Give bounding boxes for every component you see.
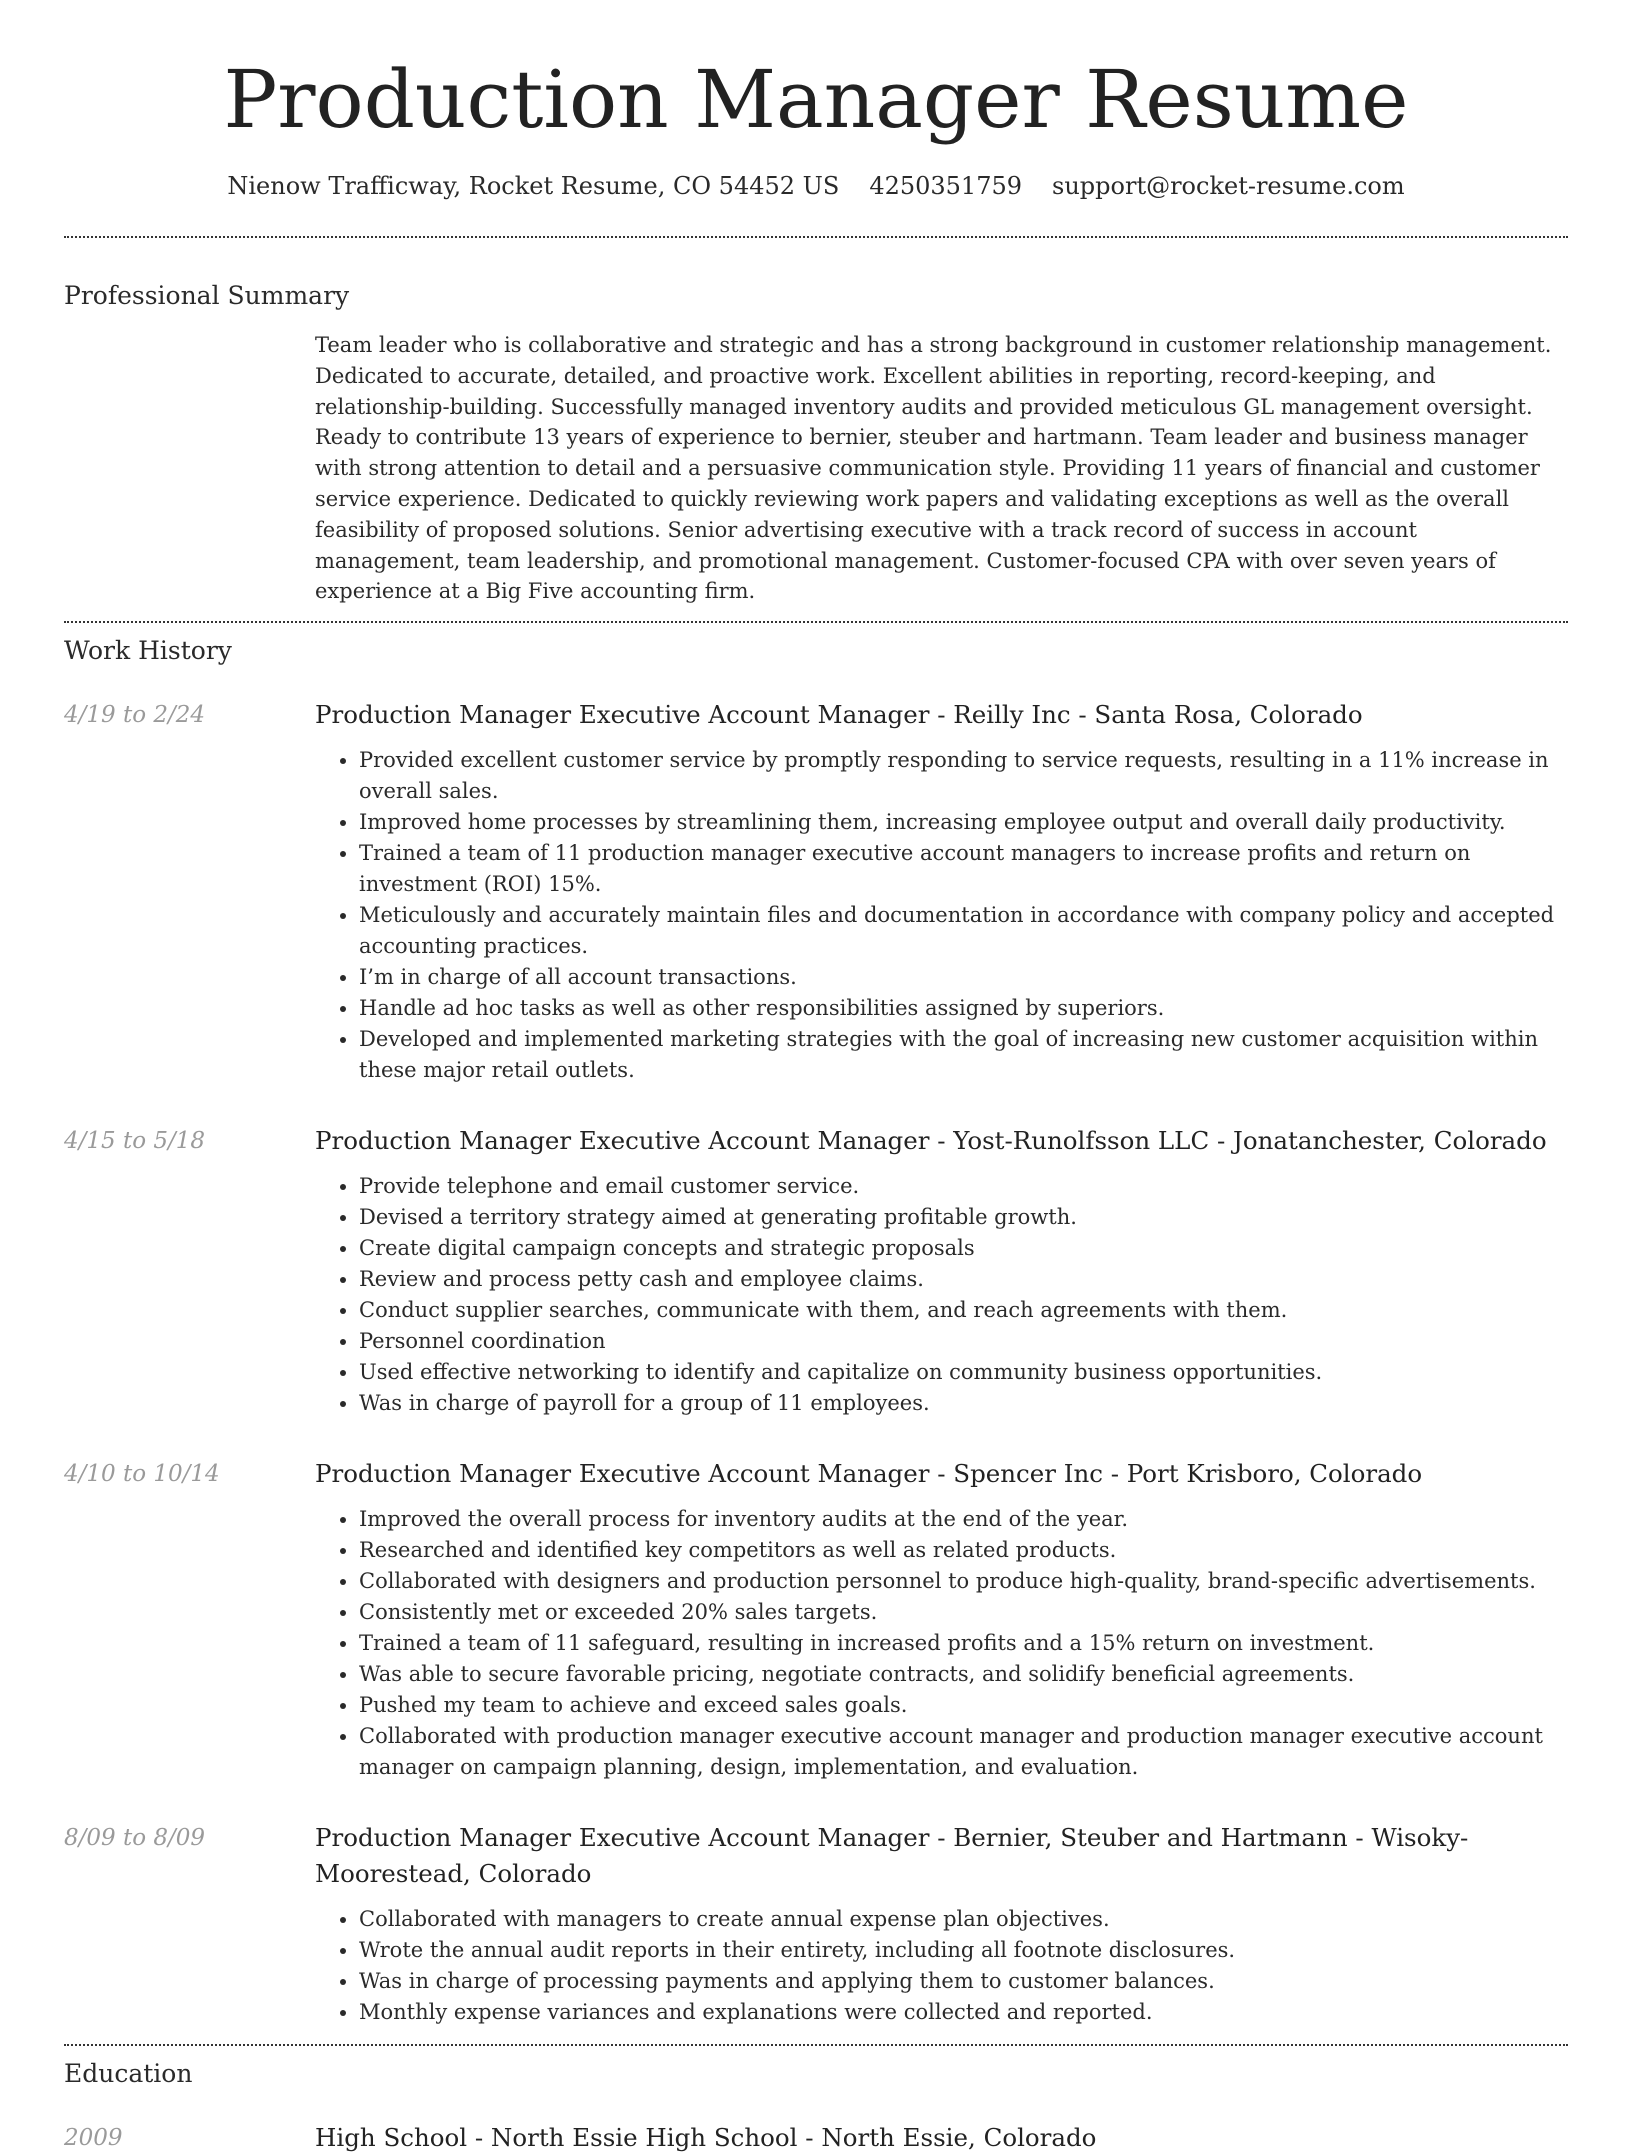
contact-info (64, 170, 1568, 202)
job-bullets (315, 745, 1568, 1086)
job-date: 4/10 to 10/14 (64, 1461, 220, 1488)
education-entry (64, 2120, 1568, 2156)
summary-text: Team leader who is collaborative and strategic and has a strong background in customer relationship management. Dedicated to accurate, detailed, and proactive work. Excellent abilities in reporting, record-keeping, and relationship-building. Successfully managed inventory audits and provided meticulous GL management oversight. Ready to contribute 13 years of experience to bernier, steuber and hartmann. Team leader and business manager with strong attention to detail and a persuasive communication style. Providing 11 years of financial and customer service experience. Dedicated to quickly reviewing work papers and validating exceptions as well as the overall feasibility of proposed solutions. Senior advertising executive with a track record of success in account management, team leadership, and promotional management. Customer-focused CPA with over seven years of experience at a Big Five accounting firm. (315, 333, 1552, 604)
job-bullets (315, 1504, 1568, 1783)
list-item: • Devised a territory strategy aimed at generating profitable growth. (359, 1202, 1568, 1233)
list-item: • I’m in charge of all account transactions. (359, 962, 1568, 993)
contact-address: Nienow Trafficway, Rocket Resume, CO 54452 US (227, 172, 840, 200)
list-item: • Consistently met or exceeded 20% sales targets. (359, 1597, 1568, 1628)
page-title: Production Manager Resume (223, 53, 1409, 146)
list-item: • Was able to secure favorable pricing, negotiate contracts, and solidify beneficial agreements. (359, 1659, 1568, 1690)
list-item: • Was in charge of processing payments and applying them to customer balances. (359, 1966, 1568, 1997)
job-date: 4/19 to 2/24 (64, 702, 206, 729)
list-item: • Review and process petty cash and employee claims. (359, 1264, 1568, 1295)
list-item: • Handle ad hoc tasks as well as other responsibilities assigned by superiors. (359, 993, 1568, 1024)
job-heading: Production Manager Executive Account Manager - Spencer Inc - Port Krisboro, Colorado (315, 1459, 1423, 1489)
list-item: • Meticulously and accurately maintain files and documentation in accordance with company policy and accepted accounting practices. (359, 900, 1568, 962)
job-date: 4/15 to 5/18 (64, 1128, 206, 1155)
job-entry (64, 1820, 1568, 2028)
list-item: • Trained a team of 11 production manager executive account managers to increase profits and return on investment (ROI) 15%. (359, 838, 1568, 900)
job-bullets (315, 1904, 1568, 2028)
divider (64, 2044, 1568, 2046)
contact-phone: 4250351759 (869, 172, 1023, 200)
job-date: 8/09 to 8/09 (64, 1825, 206, 1852)
list-item: • Wrote the annual audit reports in their entirety, including all footnote disclosures. (359, 1935, 1568, 1966)
list-item: • Create digital campaign concepts and strategic proposals (359, 1233, 1568, 1264)
list-item: • Was in charge of payroll for a group of 11 employees. (359, 1388, 1568, 1419)
divider (64, 621, 1568, 623)
list-item: • Improved home processes by streamlining them, increasing employee output and overall daily productivity. (359, 807, 1568, 838)
job-heading: Production Manager Executive Account Manager - Bernier, Steuber and Hartmann - Wisoky-Moorestead, Colorado (315, 1823, 1469, 1889)
list-item: • Provided excellent customer service by promptly responding to service requests, resulting in a 11% increase in overall sales. (359, 745, 1568, 807)
list-item: • Used effective networking to identify and capitalize on community business opportunities. (359, 1357, 1568, 1388)
list-item: • Developed and implemented marketing strategies with the goal of increasing new customer acquisition within these major retail outlets. (359, 1024, 1568, 1086)
list-item: • Collaborated with designers and production personnel to produce high-quality, brand-specific advertisements. (359, 1566, 1568, 1597)
list-item: • Monthly expense variances and explanations were collected and reported. (359, 1997, 1568, 2028)
job-entry (64, 1123, 1568, 1419)
list-item: • Improved the overall process for inventory audits at the end of the year. (359, 1504, 1568, 1535)
contact-email: support@rocket-resume.com (1052, 172, 1405, 200)
education-heading: High School - North Essie High School - North Essie, Colorado (315, 2123, 1097, 2153)
work-history-section-title: Work History (64, 636, 232, 666)
job-entry (64, 697, 1568, 1086)
list-item: • Collaborated with production manager executive account manager and production manager executive account manager on campaign planning, design, implementation, and evaluation. (359, 1721, 1568, 1783)
list-item: • Pushed my team to achieve and exceed sales goals. (359, 1690, 1568, 1721)
summary-section-title: Professional Summary (64, 281, 350, 310)
list-item: • Collaborated with managers to create annual expense plan objectives. (359, 1904, 1568, 1935)
job-entry (64, 1456, 1568, 1783)
resume-page (64, 0, 1568, 2156)
list-item: • Personnel coordination (359, 1326, 1568, 1357)
education-date: 2009 (64, 2125, 123, 2152)
job-bullets (315, 1171, 1568, 1419)
divider (64, 236, 1568, 238)
education-section-title: Education (64, 2059, 193, 2089)
list-item: • Trained a team of 11 safeguard, resulting in increased profits and a 15% return on investment. (359, 1628, 1568, 1659)
list-item: • Provide telephone and email customer service. (359, 1171, 1568, 1202)
job-heading: Production Manager Executive Account Manager - Yost-Runolfsson LLC - Jonatanchester, Colorado (315, 1126, 1547, 1156)
job-heading: Production Manager Executive Account Manager - Reilly Inc - Santa Rosa, Colorado (315, 700, 1363, 730)
list-item: • Researched and identified key competitors as well as related products. (359, 1535, 1568, 1566)
list-item: • Conduct supplier searches, communicate with them, and reach agreements with them. (359, 1295, 1568, 1326)
